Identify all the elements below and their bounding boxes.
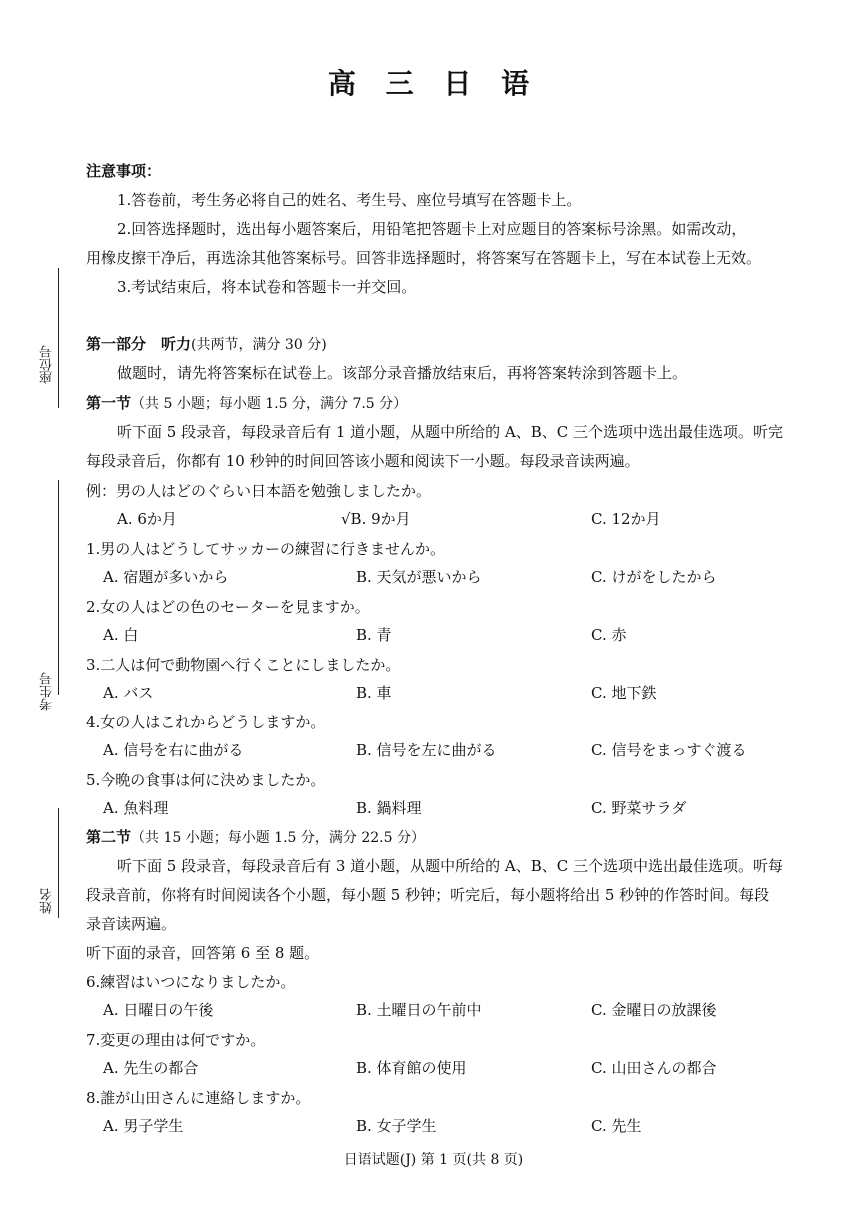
section1-heading-score: （共 5 小题；每小题 1.5 分，满分 7.5 分） — [131, 396, 408, 412]
notice-heading: 注意事项： — [86, 162, 162, 180]
section1-desc-line2: 每段录音后，你都有 10 秒钟的时间回答该小题和阅读下一小题。每段录音读两遍。 — [86, 452, 640, 470]
question-4-option-c: C. 信号をまっすぐ渡る — [591, 741, 747, 759]
question-4-option-b: B. 信号を左に曲がる — [356, 741, 497, 759]
section1-heading-title: 第一节 — [86, 394, 132, 412]
part1-instruction: 做题时，请先将答案标在试卷上。该部分录音播放结束后，再将答案转涂到答题卡上。 — [117, 364, 688, 382]
notice-item-2-line2: 用橡皮擦干净后，再选涂其他答案标号。回答非选择题时，将答案写在答题卡上，写在本试卷上无效。 — [86, 249, 762, 267]
question-5: 5.今晩の食事は何に決めましたか。 — [86, 771, 326, 789]
section2-desc-line1: 听下面 5 段录音，每段录音后有 3 道小题，从题中所给的 A、B、C 三个选项中选出最佳选项。听每 — [117, 857, 784, 875]
question-4: 4.女の人はこれからどうしますか。 — [86, 713, 326, 731]
exam-number-line — [58, 480, 59, 695]
question-1: 1.男の人はどうしてサッカーの練習に行きませんか。 — [86, 540, 446, 558]
question-6: 6.練習はいつになりましたか。 — [86, 973, 296, 991]
question-2-option-c: C. 赤 — [591, 626, 627, 644]
question-7-option-b: B. 体育館の使用 — [356, 1059, 467, 1077]
question-1-option-b: B. 天気が悪いから — [356, 568, 482, 586]
section1-heading — [86, 392, 407, 413]
part1-heading-score: (共两节，满分 30 分) — [191, 337, 327, 353]
example-option-a: A. 6か月 — [117, 510, 177, 528]
exam-title: 高 三 日 语 — [327, 67, 540, 100]
question-3-option-b: B. 車 — [356, 684, 392, 702]
question-5-option-b: B. 鍋料理 — [356, 799, 422, 817]
section1-desc-line1: 听下面 5 段录音，每段录音后有 1 道小题，从题中所给的 A、B、C 三个选项中选出最佳选项。听完 — [117, 423, 784, 441]
section2-desc-line3: 录音读两遍。 — [86, 915, 177, 933]
question-8-option-a: A. 男子学生 — [103, 1117, 184, 1135]
question-7: 7.変更の理由は何ですか。 — [86, 1031, 266, 1049]
section2-heading-score: （共 15 小题；每小题 1.5 分，满分 22.5 分） — [131, 830, 425, 846]
question-2: 2.女の人はどの色のセーターを見ますか。 — [86, 598, 370, 616]
seat-number-line — [58, 268, 59, 408]
question-6-option-c: C. 金曜日の放課後 — [591, 1001, 717, 1019]
question-2-option-b: B. 青 — [356, 626, 392, 644]
example-question: 例：男の人はどのぐらい日本語を勉強しましたか。 — [86, 482, 432, 500]
exam-number-label: 考生号 — [40, 672, 55, 711]
question-8: 8.誰が山田さんに連絡しますか。 — [86, 1089, 311, 1107]
question-6-option-a: A. 日曜日の午後 — [103, 1001, 214, 1019]
question-8-option-c: C. 先生 — [591, 1117, 642, 1135]
example-option-b: √B. 9か月 — [341, 510, 411, 528]
question-1-option-a: A. 宿題が多いから — [103, 568, 229, 586]
question-6-option-b: B. 土曜日の午前中 — [356, 1001, 482, 1019]
seat-number-label: 座位号 — [40, 345, 55, 384]
question-3-option-c: C. 地下鉄 — [591, 684, 657, 702]
name-line — [58, 808, 59, 918]
question-5-option-c: C. 野菜サラダ — [591, 799, 687, 817]
question-3: 3.二人は何で動物園へ行くことにしましたか。 — [86, 656, 401, 674]
question-7-option-c: C. 山田さんの都合 — [591, 1059, 717, 1077]
question-3-option-a: A. バス — [103, 684, 154, 702]
notice-item-1: 1.答卷前，考生务必将自己的姓名、考生号、座位号填写在答题卡上。 — [117, 191, 582, 209]
question-2-option-a: A. 白 — [103, 626, 139, 644]
name-label: 姓名 — [40, 888, 55, 914]
part1-heading — [86, 333, 327, 354]
section2-heading-title: 第二节 — [86, 828, 132, 846]
notice-item-2-line1: 2.回答选择题时，选出每小题答案后，用铅笔把答题卡上对应题目的答案标号涂黑。如需改动， — [117, 220, 747, 238]
example-option-c: C. 12か月 — [591, 510, 661, 528]
section2-heading — [86, 826, 425, 847]
notice-item-3: 3.考试结束后，将本试卷和答题卡一并交回。 — [117, 278, 417, 296]
question-4-option-a: A. 信号を右に曲がる — [103, 741, 244, 759]
question-1-option-c: C. けがをしたから — [591, 568, 717, 586]
section2-desc-line2: 段录音前，你将有时间阅读各个小题，每小题 5 秒钟；听完后，每小题将给出 5 秒钟的作答时间。每段 — [86, 886, 770, 904]
page-footer: 日语试题(J) 第 1 页(共 8 页) — [343, 1152, 524, 1168]
question-8-option-b: B. 女子学生 — [356, 1117, 437, 1135]
question-5-option-a: A. 魚料理 — [103, 799, 169, 817]
part1-heading-title: 第一部分 听力 — [86, 335, 192, 353]
section2-group-intro: 听下面的录音，回答第 6 至 8 题。 — [86, 944, 320, 962]
question-7-option-a: A. 先生の都合 — [103, 1059, 199, 1077]
